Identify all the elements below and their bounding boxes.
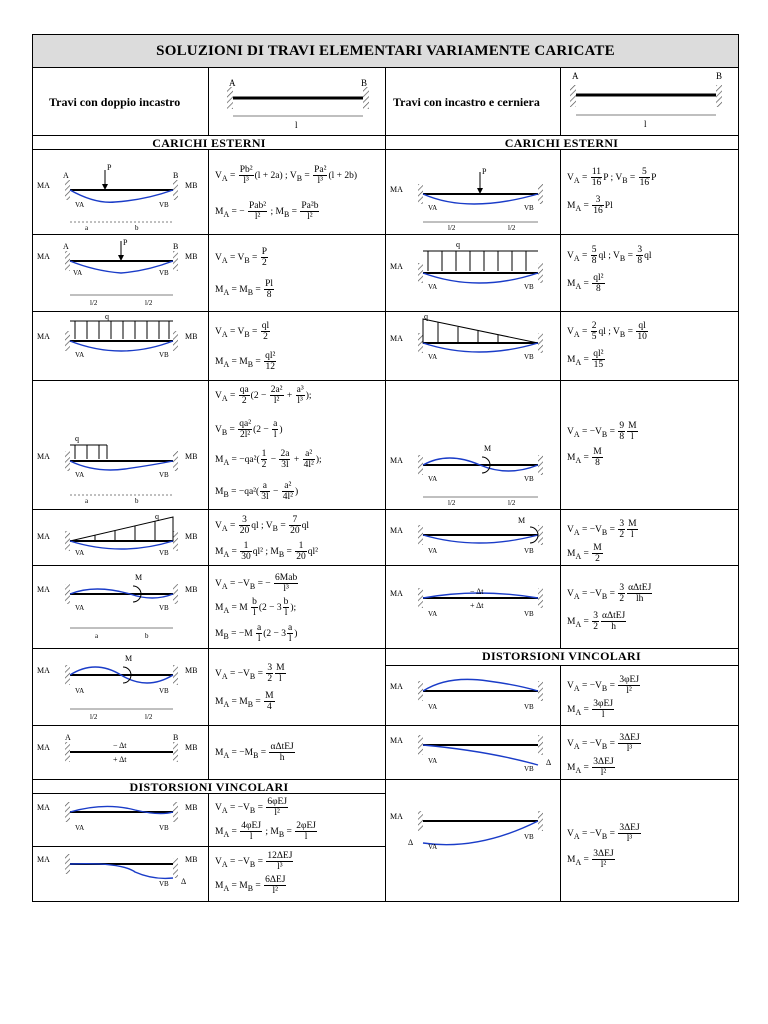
svg-text:MA: MA: [390, 526, 403, 535]
svg-text:A: A: [572, 71, 579, 81]
right-header-label: Travi con incastro e cerniera: [393, 95, 540, 109]
formula-block: $M_A$ = − $\frac{\text{Pab²}}{\text{l²}}$ ; $M_B$ = $\frac{\text{Pa²b}}{\text{l²}}$: [215, 201, 319, 223]
cell-divider: [560, 149, 561, 648]
formula-block: $M_A$ = $\frac{\text{3φEJ}}{l}$: [567, 699, 614, 721]
formula-block: $V_B$ = $\frac{\text{qa²}}{\text{2l²}}$ (2 − $\frac{a}{l}$ ): [215, 419, 283, 441]
svg-text:M: M: [135, 573, 143, 582]
svg-text:B: B: [173, 242, 179, 251]
formula-block: $M_A = -qa^2$( $\frac{1}{2}$ − $\frac{2a}{3l}$ + $\frac{\text{a²}}{\text{4l²}}$ );: [215, 449, 322, 471]
right-section-distortions: DISTORSIONI VINCOLARI: [482, 649, 641, 663]
svg-text:MB: MB: [185, 181, 198, 190]
row-divider: [33, 380, 385, 381]
svg-text:MB: MB: [185, 332, 198, 341]
left-section-distortions: DISTORSIONI VINCOLARI: [129, 780, 289, 794]
formula-block: $V_A$ = $\frac{11}{16}$ P ; $V_B$ = $\frac{5}{16}$ P: [567, 167, 657, 189]
row-divider: [385, 665, 738, 666]
svg-text:MB: MB: [185, 855, 198, 864]
svg-text:A: A: [63, 242, 69, 251]
formula-block: $M_A$ = $\frac{M}{8}$: [567, 447, 602, 469]
svg-text:b: b: [145, 632, 149, 640]
beam-diagram-applied-moment: [35, 568, 205, 646]
svg-text:A: A: [229, 78, 236, 88]
formula-block: $M_A = M_B$ = $\frac{Pl}{8}$: [215, 279, 274, 301]
svg-text:B: B: [173, 733, 179, 742]
fixed-pinned-beam-diagram: [566, 71, 734, 133]
beam-diagram-triangular-load-propped: [388, 313, 558, 379]
svg-text:l/2: l/2: [508, 224, 516, 232]
svg-text:VB: VB: [159, 687, 169, 695]
row-divider: [33, 846, 385, 847]
formula-block: $M_A$ = $\frac{3}{16}$ Pl: [567, 195, 613, 217]
formula-block: $M_A$ = $\frac{\text{3ΔEJ}}{\text{l²}}$: [567, 849, 614, 871]
svg-text:MB: MB: [185, 452, 198, 461]
beam-diagram-point-load: [35, 152, 205, 232]
svg-text:VA: VA: [428, 610, 438, 618]
beam-diagram-uniform-load-propped: [388, 237, 558, 309]
formula-block: $V_A = V_B$ = $\frac{P}{2}$: [215, 247, 268, 269]
svg-text:VA: VA: [75, 471, 85, 479]
svg-text:VA: VA: [428, 475, 438, 483]
svg-text:q: q: [155, 512, 159, 521]
svg-text:MB: MB: [185, 252, 198, 261]
svg-text:B: B: [716, 71, 723, 81]
row-divider: [33, 565, 385, 566]
beam-diagram-support-displacement-a-propped: [388, 781, 558, 899]
svg-text:VA: VA: [428, 353, 438, 361]
svg-text:M: M: [484, 444, 492, 453]
svg-text:M: M: [125, 654, 133, 663]
svg-text:MB: MB: [185, 585, 198, 594]
beam-diagram-partial-load: [35, 407, 205, 507]
svg-text:VB: VB: [524, 204, 534, 212]
svg-text:Δ: Δ: [408, 838, 414, 847]
formula-block: $M_A$ = $\frac{3}{2}$ $\frac{\text{αΔtEJ}}{h}$: [567, 611, 626, 633]
svg-text:B: B: [361, 78, 368, 88]
svg-text:b: b: [135, 497, 139, 505]
formula-block: $M_A$ = $\frac{\text{3ΔEJ}}{\text{l²}}$: [567, 757, 614, 779]
beam-diagram-central-moment: [35, 651, 205, 723]
beam-diagram-central-load: [35, 237, 205, 309]
formula-block: $V_A = -V_B$ = $\frac{\text{3φEJ}}{\text{l²}}$: [567, 675, 640, 697]
beam-diagram-thermal-gradient: [35, 728, 205, 778]
svg-text:MA: MA: [37, 181, 50, 190]
left-header-label: Travi con doppio incastro: [49, 95, 181, 109]
svg-text:l/2: l/2: [145, 713, 153, 721]
row-divider: [385, 380, 738, 381]
svg-text:MA: MA: [390, 185, 403, 194]
svg-text:MA: MA: [37, 585, 50, 594]
svg-text:VB: VB: [524, 353, 534, 361]
svg-text:VB: VB: [159, 604, 169, 612]
svg-text:VB: VB: [159, 880, 169, 888]
row-divider: [385, 311, 738, 312]
cell-divider: [560, 67, 561, 135]
formula-block: $M_A = M_B$ = $\frac{M}{4}$: [215, 691, 274, 713]
formula-block: $M_B = -qa^2$( $\frac{a}{3l}$ − $\frac{\text{a²}}{\text{4l²}}$ ): [215, 481, 299, 503]
svg-text:l/2: l/2: [90, 299, 98, 307]
svg-text:VB: VB: [524, 283, 534, 291]
beam-diagram-uniform-load: [35, 313, 205, 379]
svg-text:A: A: [65, 733, 71, 742]
svg-text:+ Δt: + Δt: [470, 601, 484, 610]
row-divider: [385, 234, 738, 235]
formula-block: $V_A$ = $\frac{\text{Pb²}}{\text{l³}}$ (l + 2a) ; $V_B$ = $\frac{\text{Pa²}}{\text{l³}}$ (l + 2b): [215, 165, 358, 187]
svg-text:MA: MA: [390, 262, 403, 271]
svg-text:VB: VB: [524, 547, 534, 555]
svg-text:q: q: [424, 313, 428, 321]
cell-divider: [560, 665, 561, 901]
row-divider: [385, 725, 738, 726]
beam-diagram-central-moment-propped: [388, 407, 558, 507]
row-divider: [33, 234, 385, 235]
formula-block: $V_A = V_B$ = $\frac{ql}{2}$: [215, 321, 270, 343]
row-divider: [33, 311, 385, 312]
svg-text:MA: MA: [37, 666, 50, 675]
svg-text:VB: VB: [159, 351, 169, 359]
svg-text:VA: VA: [428, 547, 438, 555]
svg-text:VA: VA: [428, 703, 438, 711]
formula-block: $V_A$ = $\frac{qa}{2}$ (2 − $\frac{\text{2a²}}{\text{l²}}$ + $\frac{\text{a³}}{\text{l³}}$ );: [215, 385, 312, 407]
svg-text:− Δt: − Δt: [470, 587, 484, 596]
svg-text:VA: VA: [75, 201, 85, 209]
svg-text:MA: MA: [390, 456, 403, 465]
svg-text:l/2: l/2: [145, 299, 153, 307]
svg-text:− Δt: − Δt: [113, 741, 127, 750]
svg-text:MB: MB: [185, 666, 198, 675]
formula-block: $M_A = M_B$ = $\frac{\text{6ΔEJ}}{\text{l²}}$: [215, 875, 286, 897]
svg-text:VB: VB: [159, 549, 169, 557]
formula-block: $M_A$ = $\frac{\text{ql²}}{15}$: [567, 349, 604, 371]
svg-text:M: M: [518, 516, 526, 525]
svg-text:a: a: [95, 632, 99, 640]
svg-text:l/2: l/2: [90, 713, 98, 721]
svg-text:VB: VB: [159, 471, 169, 479]
beam-diagram-thermal-gradient-propped: [388, 568, 558, 646]
formula-block: $M_B = -M$ $\frac{a}{l}$ (2 − 3 $\frac{a}{l}$ ): [215, 623, 298, 645]
beam-diagram-triangular-load: [35, 511, 205, 563]
svg-text:VA: VA: [73, 269, 83, 277]
svg-text:MB: MB: [185, 743, 198, 752]
svg-text:a: a: [85, 224, 89, 232]
formula-block: $V_A = -V_B$ = $\frac{\text{12ΔEJ}}{\text{l³}}$: [215, 851, 293, 873]
svg-text:MA: MA: [390, 736, 403, 745]
cell-divider: [208, 793, 209, 901]
svg-text:l/2: l/2: [508, 499, 516, 507]
svg-text:VA: VA: [75, 687, 85, 695]
formula-block: $V_A = -V_B$ = $\frac{\text{3ΔEJ}}{\text{l³}}$: [567, 733, 640, 755]
svg-text:VB: VB: [524, 475, 534, 483]
page-title: SOLUZIONI DI TRAVI ELEMENTARI VARIAMENTE CARICATE: [33, 35, 738, 68]
row-divider: [33, 509, 385, 510]
svg-text:VB: VB: [524, 610, 534, 618]
formula-block: $V_A$ = $\frac{5}{8}$ ql ; $V_B$ = $\frac{3}{8}$ ql: [567, 245, 652, 267]
formula-block: $M_A = -M_B$ = $\frac{\text{αΔtEJ}}{h}$: [215, 742, 294, 764]
formula-block: $M_A$ = $\frac{\text{4φEJ}}{l}$ ; $M_B$ = $\frac{\text{2φEJ}}{l}$: [215, 821, 316, 843]
svg-text:VB: VB: [524, 765, 534, 773]
svg-text:a: a: [85, 497, 89, 505]
svg-text:P: P: [107, 163, 112, 172]
beam-diagram-support-displacement: [35, 848, 205, 900]
svg-text:q: q: [75, 434, 79, 443]
column-divider: [385, 67, 386, 901]
svg-text:MA: MA: [37, 252, 50, 261]
formula-block: $M_A = M_B$ = $\frac{\text{ql²}}{12}$: [215, 351, 276, 373]
beam-diagram-support-rotation-propped: [388, 667, 558, 723]
svg-text:MA: MA: [390, 682, 403, 691]
formula-block: $M_A$ = $\frac{\text{ql²}}{8}$: [567, 273, 604, 295]
svg-text:VB: VB: [159, 824, 169, 832]
beam-diagram-support-rotation: [35, 796, 205, 844]
svg-text:l: l: [644, 119, 647, 129]
formula-block: $M_A = M$ $\frac{b}{l}$ (2 − 3 $\frac{b}{l}$ );: [215, 597, 297, 619]
svg-text:l/2: l/2: [448, 499, 456, 507]
formula-block: $V_A$ = $\frac{3}{20}$ ql ; $V_B$ = $\frac{7}{20}$ ql: [215, 515, 309, 537]
svg-text:VA: VA: [75, 351, 85, 359]
svg-text:P: P: [123, 238, 128, 247]
svg-text:MB: MB: [185, 803, 198, 812]
svg-text:MA: MA: [37, 855, 50, 864]
formula-block: $V_A$ = $\frac{2}{5}$ ql ; $V_B$ = $\frac{ql}{10}$: [567, 321, 647, 343]
svg-text:VB: VB: [524, 833, 534, 841]
row-divider: [33, 648, 385, 649]
svg-text:VA: VA: [428, 757, 438, 765]
svg-text:VA: VA: [428, 204, 438, 212]
svg-text:l/2: l/2: [448, 224, 456, 232]
svg-text:MA: MA: [37, 743, 50, 752]
formula-block: $V_A = -V_B$ = − $\frac{\text{6Mab}}{\text{l³}}$: [215, 573, 298, 595]
svg-text:+ Δt: + Δt: [113, 755, 127, 764]
formula-block: $V_A = -V_B$ = $\frac{3}{2}$ $\frac{M}{l}$: [567, 519, 637, 541]
svg-text:MA: MA: [37, 803, 50, 812]
svg-text:b: b: [135, 224, 139, 232]
svg-text:A: A: [63, 171, 69, 180]
svg-text:MB: MB: [185, 532, 198, 541]
formula-block: $M_A$ = $\frac{1}{30}$ ql² ; $M_B$ = $\frac{1}{20}$ ql²: [215, 541, 318, 563]
right-section-loads: CARICHI ESTERNI: [504, 136, 619, 150]
svg-text:VB: VB: [159, 201, 169, 209]
formula-block: $V_A = -V_B$ = $\frac{\text{3ΔEJ}}{\text{l³}}$: [567, 823, 640, 845]
svg-text:VA: VA: [428, 283, 438, 291]
row-divider: [385, 779, 738, 780]
cell-divider: [208, 67, 209, 135]
svg-text:B: B: [173, 171, 179, 180]
svg-text:VA: VA: [428, 843, 438, 851]
formula-sheet: [32, 34, 739, 902]
svg-text:l: l: [295, 120, 298, 130]
formula-block: $V_A = -V_B$ = $\frac{3}{2}$ $\frac{M}{l}$: [215, 663, 285, 685]
svg-text:MA: MA: [37, 452, 50, 461]
svg-text:Δ: Δ: [546, 758, 552, 767]
beam-diagram-support-displacement-propped: [388, 727, 558, 777]
svg-text:q: q: [456, 240, 460, 249]
formula-block: $V_A = -V_B$ = $\frac{\text{6φEJ}}{\text{l²}}$: [215, 797, 288, 819]
svg-text:VA: VA: [75, 824, 85, 832]
svg-text:q: q: [105, 313, 109, 321]
svg-text:MA: MA: [390, 334, 403, 343]
formula-block: $M_A$ = $\frac{M}{2}$: [567, 543, 602, 565]
svg-text:VB: VB: [524, 703, 534, 711]
cell-divider: [208, 149, 209, 779]
row-divider: [33, 725, 385, 726]
beam-diagram-point-load-propped: [388, 152, 558, 232]
svg-text:VA: VA: [75, 549, 85, 557]
formula-block: $V_A = -V_B$ = $\frac{9}{8}$ $\frac{M}{l}$: [567, 421, 637, 443]
beam-diagram-end-moment-propped: [388, 511, 558, 563]
svg-text:MA: MA: [37, 532, 50, 541]
svg-text:MA: MA: [390, 812, 403, 821]
row-divider: [385, 565, 738, 566]
svg-text:MA: MA: [37, 332, 50, 341]
svg-text:Δ: Δ: [181, 877, 187, 886]
row-divider: [385, 509, 738, 510]
fixed-fixed-beam-diagram: [213, 71, 381, 133]
left-section-loads: CARICHI ESTERNI: [152, 136, 266, 150]
svg-text:MA: MA: [390, 589, 403, 598]
formula-block: $V_A = -V_B$ = $\frac{3}{2}$ $\frac{\text{αΔtEJ}}{lh}$: [567, 583, 652, 605]
svg-text:P: P: [482, 167, 487, 176]
svg-text:VB: VB: [159, 269, 169, 277]
svg-text:VA: VA: [75, 604, 85, 612]
